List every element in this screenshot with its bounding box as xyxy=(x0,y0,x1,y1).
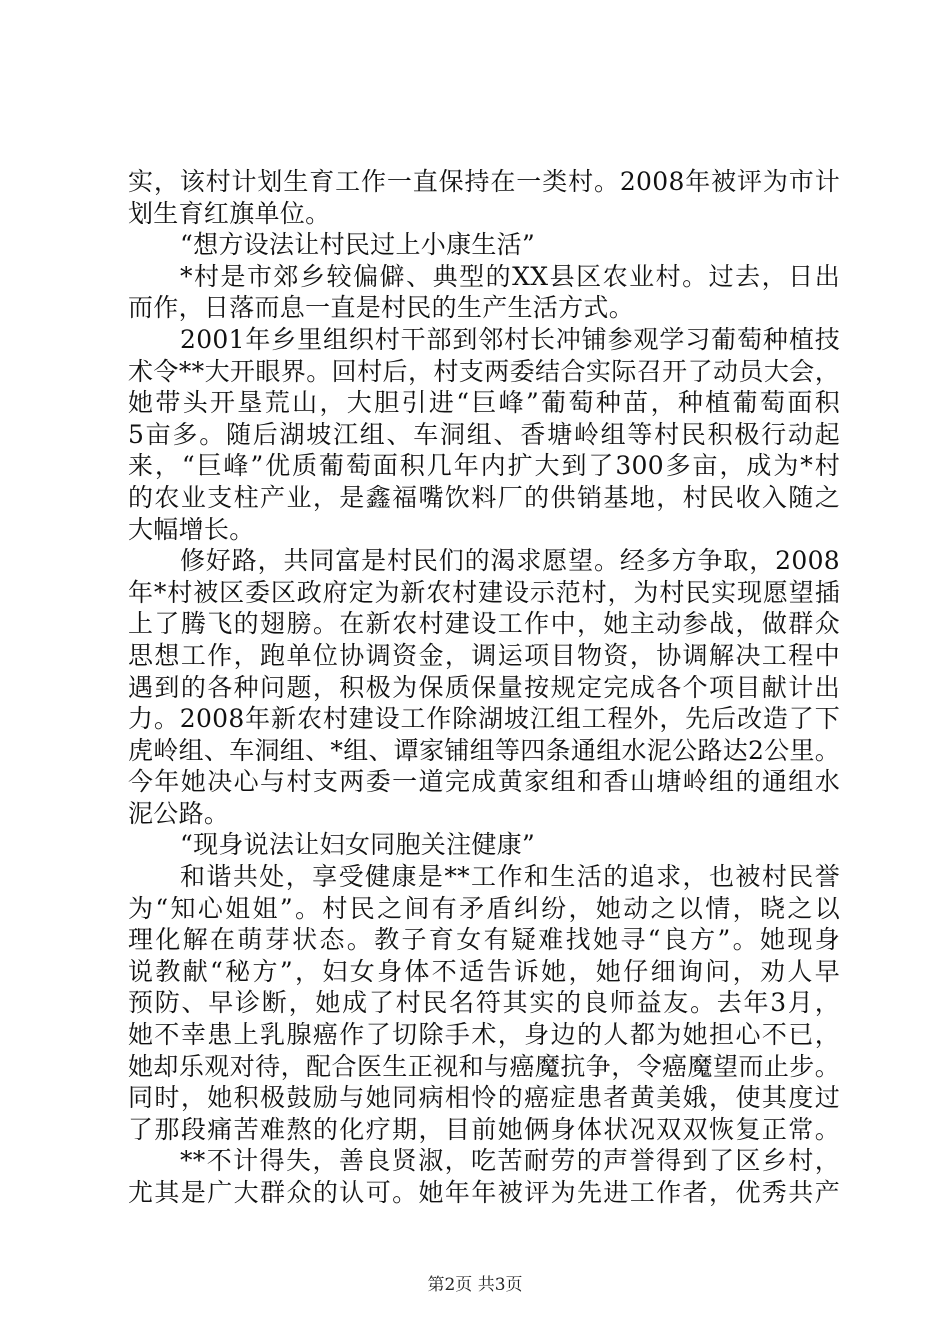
body-text-line: 5亩多。随后湖坡江组、车洞组、香塘岭组等村民积极行动起 xyxy=(128,419,840,449)
body-text-line: 思想工作，跑单位协调资金，调运项目物资，协调解决工程中 xyxy=(128,640,840,670)
body-text-line: 2001年乡里组织村干部到邻村长冲铺参观学习葡萄种植技 xyxy=(180,324,840,354)
section-heading: “现身说法让妇女同胞关注健康” xyxy=(180,830,536,860)
body-text-line: 她却乐观对待，配合医生正视和与癌魔抗争，令癌魔望而止步。 xyxy=(128,1051,840,1081)
body-text-line: 遇到的各种问题，积极为保质保量按规定完成各个项目献计出 xyxy=(128,672,840,702)
body-text-line: 了那段痛苦难熬的化疗期，目前她俩身体状况双双恢复正常。 xyxy=(128,1114,840,1144)
body-text-line: 而作，日落而息一直是村民的生产生活方式。 xyxy=(128,293,635,323)
body-text-line: 的农业支柱产业，是鑫福嘴饮料厂的供销基地，村民收入随之 xyxy=(128,482,840,512)
body-text-line: 划生育红旗单位。 xyxy=(128,198,331,228)
body-text-line: 大幅增长。 xyxy=(128,514,255,544)
body-text-line: 力。2008年新农村建设工作除湖坡江组工程外，先后改造了下 xyxy=(128,704,840,734)
body-text-line: 上了腾飞的翅膀。在新农村建设工作中，她主动参战，做群众 xyxy=(128,609,840,639)
body-text-line: 修好路，共同富是村民们的渴求愿望。经多方争取，2008 xyxy=(180,546,840,576)
body-text-line: 同时，她积极鼓励与她同病相怜的癌症患者黄美娥，使其度过 xyxy=(128,1083,840,1113)
body-text-line: 年*村被区委区政府定为新农村建设示范村，为村民实现愿望插 xyxy=(128,577,840,607)
body-text-line: **不计得失，善良贤淑，吃苦耐劳的声誉得到了区乡村， xyxy=(180,1146,840,1176)
body-text-line: 为“知心姐姐”。村民之间有矛盾纠纷，她动之以情，晓之以 xyxy=(128,893,840,923)
body-text-line: *村是市郊乡较偏僻、典型的XX县区农业村。过去，日出 xyxy=(180,261,840,291)
body-text-line: 预防、早诊断，她成了村民名符其实的良师益友。去年3月， xyxy=(128,988,840,1018)
body-text-line: 她不幸患上乳腺癌作了切除手术，身边的人都为她担心不已， xyxy=(128,1020,840,1050)
body-text-line: 泥公路。 xyxy=(128,798,230,828)
section-heading: “想方设法让村民过上小康生活” xyxy=(180,230,536,260)
body-text-line: 实，该村计划生育工作一直保持在一类村。2008年被评为市计 xyxy=(128,167,840,196)
body-text-line: 来，“巨峰”优质葡萄面积几年内扩大到了300多亩，成为*村 xyxy=(128,451,840,481)
body-text-line: 理化解在萌芽状态。教子育女有疑难找她寻“良方”。她现身 xyxy=(128,925,840,955)
body-text-line: 和谐共处，享受健康是**工作和生活的追求，也被村民誉 xyxy=(180,862,840,892)
body-text-line: 她带头开垦荒山，大胆引进“巨峰”葡萄种苗，种植葡萄面积 xyxy=(128,388,840,418)
page-footer: 第2页 共3页 xyxy=(427,1275,523,1295)
body-text-line: 虎岭组、车洞组、*组、谭家铺组等四条通组水泥公路达2公里。 xyxy=(128,735,841,765)
body-text-line: 今年她决心与村支两委一道完成黄家组和香山塘岭组的通组水 xyxy=(128,767,840,797)
document-body xyxy=(128,166,840,1209)
body-text-line: 说教献“秘方”，妇女身体不适告诉她，她仔细询问，劝人早 xyxy=(128,956,840,986)
body-text-line: 术令**大开眼界。回村后，村支两委结合实际召开了动员大会， xyxy=(128,356,840,386)
body-text-line: 尤其是广大群众的认可。她年年被评为先进工作者，优秀共产 xyxy=(128,1178,840,1207)
